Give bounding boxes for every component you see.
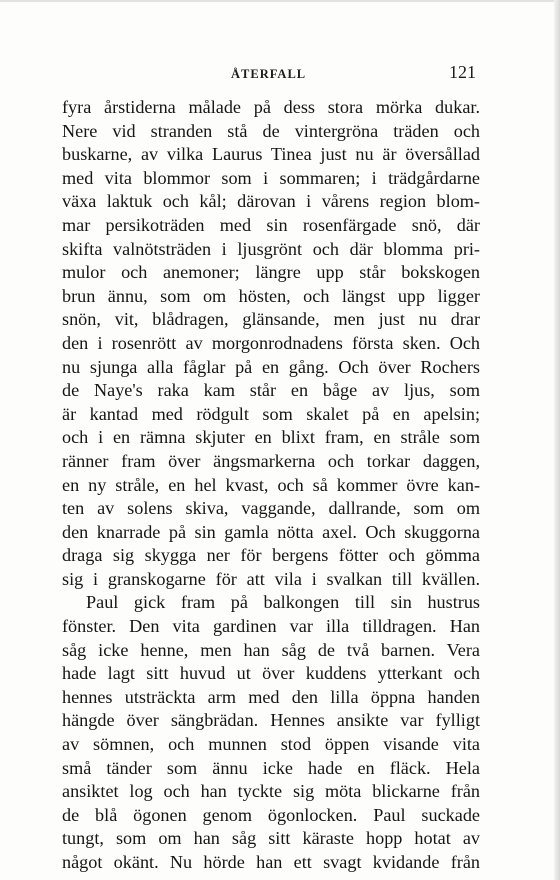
text-line: buskarne, av vilka Laurus Tinea just nu är översållad: [62, 144, 480, 165]
running-title: ÅTERFALL: [231, 67, 307, 81]
body-text: [62, 96, 480, 875]
page-top-edge: [0, 0, 560, 2]
text-line: sig i granskogarne för att vila i svalkan till kvällen.: [62, 568, 480, 589]
text-line: tungt, som om han såg sitt käraste hopp hotat av: [62, 828, 480, 849]
page-number: 121: [449, 62, 476, 82]
text-line: såg icke henne, men han såg de två barnen. Vera: [62, 639, 480, 660]
running-header: [0, 62, 560, 86]
text-line: hade lagt sitt huvud ut över kuddens ytterkant och: [62, 663, 480, 684]
text-line: en ny stråle, en hel kvast, och så kommer övre kan-: [62, 474, 480, 495]
text-line: med vita blommor som i sommaren; i trädgårdarne: [62, 167, 480, 188]
text-line: fönster. Den vita gardinen var illa tilldragen. Han: [62, 616, 480, 637]
text-line: nu sjunga alla fåglar på en gång. Och över Rochers: [62, 356, 480, 377]
text-line: draga sig skygga ner för bergens fötter och gömma: [62, 545, 480, 566]
text-line: och i en rämna skjuter en blixt fram, en stråle som: [62, 427, 480, 448]
text-line: Nere vid stranden stå de vintergröna träden och: [62, 120, 480, 141]
text-line: den i rosenrött av morgonrodnadens första sken. Och: [62, 332, 480, 353]
text-line: ansiktet log och han tyckte sig möta blickarne från: [62, 781, 480, 802]
text-line: hängde över sängbrädan. Hennes ansikte var fylligt: [62, 710, 480, 731]
text-line: små tänder som ännu icke hade en fläck. Hela: [62, 757, 480, 778]
text-line: snön, vit, blådragen, glänsande, men just nu drar: [62, 309, 480, 330]
text-line: brun ännu, som om hösten, och längst upp ligger: [62, 285, 480, 306]
text-line: skifta valnötsträden i ljusgrönt och där blomma pri-: [62, 238, 480, 259]
text-line: mulor och anemoner; längre upp står bokskogen: [62, 262, 480, 283]
page-right-edge: [554, 0, 560, 880]
paragraph-start-line: Paul gick fram på balkongen till sin hustrus: [86, 592, 480, 613]
text-line: de blå ögonen genom ögonlocken. Paul suckade: [62, 804, 480, 825]
text-line: något okänt. Nu hörde han ett svagt kvidande från: [62, 852, 480, 872]
text-line: den knarrade på sin gamla nötta axel. Och skuggorna: [62, 521, 480, 542]
text-line: hennes utsträckta arm med den lilla öppna handen: [62, 686, 480, 707]
text-line: mar persikoträden med sin rosenfärgade snö, där: [62, 214, 480, 235]
text-line: av sömnen, och munnen stod öppen visande vita: [62, 734, 480, 755]
text-line: ränner fram över ängsmarkerna och torkar daggen,: [62, 450, 480, 471]
text-line: växa laktuk och kål; därovan i vårens region blom-: [62, 191, 480, 212]
text-line: är kantad med rödgult som skalet på en apelsin;: [62, 403, 480, 424]
text-line: ten av solens skiva, vaggande, dallrande, som om: [62, 498, 480, 519]
text-line: fyra årstiderna målade på dess stora mörka dukar.: [62, 97, 480, 117]
text-line: de Naye's raka kam står en båge av ljus, som: [62, 380, 480, 401]
